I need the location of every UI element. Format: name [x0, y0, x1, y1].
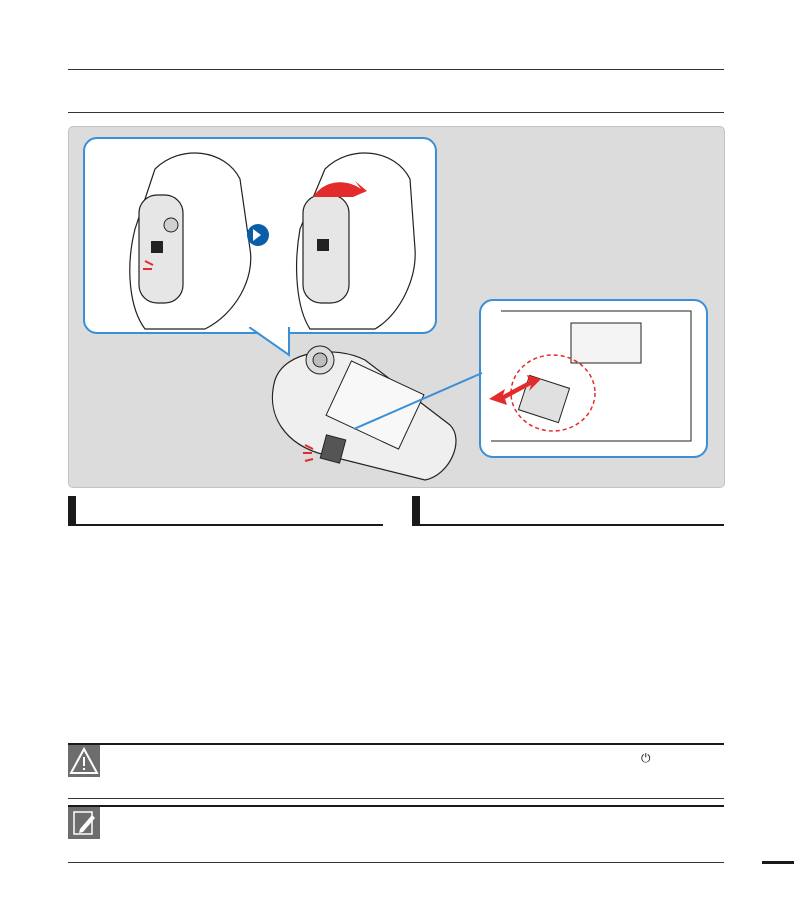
lens-step-1	[164, 218, 178, 232]
page-number-mark	[762, 861, 794, 864]
warning-triangle-icon	[68, 745, 100, 777]
open-cover-illustration	[85, 139, 435, 332]
warning-rule-top	[68, 743, 724, 745]
header-rule-bottom	[68, 112, 724, 113]
warning-rule-bottom	[68, 798, 724, 799]
note-rule-top	[68, 805, 724, 807]
illustration-panel	[68, 126, 725, 488]
header-rule-top	[68, 69, 724, 70]
note-pencil-icon	[68, 807, 100, 839]
hd-logo-step-2	[317, 239, 329, 251]
power-symbol: ⏻	[641, 751, 651, 765]
callout-card-slot	[479, 299, 708, 458]
card-slot-illustration	[481, 301, 706, 456]
section-header-right	[412, 496, 724, 526]
callout-pointer-right	[354, 359, 484, 439]
memory-card-zoom	[518, 375, 569, 422]
hd-logo-step-1	[151, 241, 163, 253]
section-header-left	[68, 496, 383, 526]
note-rule-bottom	[68, 862, 724, 863]
callout-open-cover	[83, 137, 437, 334]
